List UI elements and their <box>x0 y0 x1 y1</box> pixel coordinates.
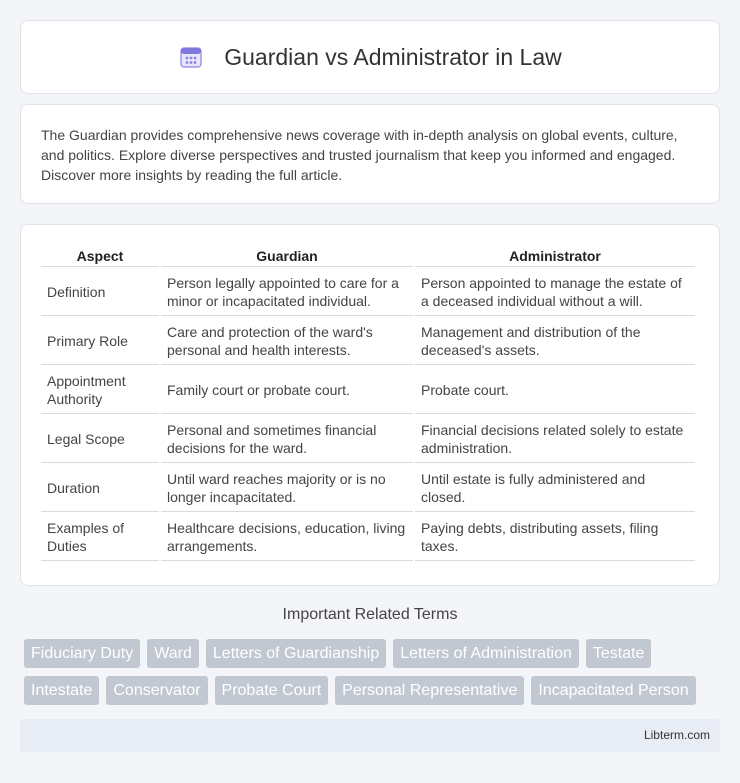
column-header: Guardian <box>161 245 413 267</box>
table-cell: Management and distribution of the deceased's assets. <box>415 318 695 365</box>
tag-probate-court[interactable]: Probate Court <box>215 676 329 705</box>
related-terms-title: Important Related Terms <box>282 606 458 623</box>
table-row <box>41 465 695 512</box>
tag-letters-of-guardianship[interactable]: Letters of Guardianship <box>206 639 386 668</box>
table-row <box>41 416 695 463</box>
comparison-card <box>20 224 720 586</box>
table-cell: Examples of Duties <box>41 514 159 561</box>
comparison-table <box>39 243 697 563</box>
tag-ward[interactable]: Ward <box>147 639 199 668</box>
header-card <box>20 20 720 94</box>
table-row <box>41 269 695 316</box>
tag-incapacitated-person[interactable]: Incapacitated Person <box>531 676 695 705</box>
table-cell: Financial decisions related solely to estate administration. <box>415 416 695 463</box>
table-row <box>41 514 695 561</box>
table-cell: Primary Role <box>41 318 159 365</box>
table-row <box>41 367 695 414</box>
table-cell: Person legally appointed to care for a minor or incapacitated individual. <box>161 269 413 316</box>
footer-site-link[interactable]: Libterm.com <box>643 728 710 742</box>
description-card <box>20 104 720 204</box>
page-title: Guardian vs Administrator in Law <box>224 43 562 70</box>
table-header-row <box>41 245 695 267</box>
calendar-icon <box>178 44 204 70</box>
description-text: The Guardian provides comprehensive news coverage with in-depth analysis on global events, culture, and politics. Explore diverse perspectives and trusted journalism that keep you informed and engaged. Discover more insights by reading the full article. <box>41 127 678 183</box>
table-cell: Care and protection of the ward's personal and health interests. <box>161 318 413 365</box>
table-cell: Healthcare decisions, education, living arrangements. <box>161 514 413 561</box>
tag-conservator[interactable]: Conservator <box>106 676 207 705</box>
column-header: Aspect <box>41 245 159 267</box>
tag-intestate[interactable]: Intestate <box>24 676 99 705</box>
tag-letters-of-administration[interactable]: Letters of Administration <box>393 639 579 668</box>
tag-row <box>24 639 724 668</box>
tag-fiduciary-duty[interactable]: Fiduciary Duty <box>24 639 140 668</box>
column-header: Administrator <box>415 245 695 267</box>
table-cell: Person appointed to manage the estate of a deceased individual without a will. <box>415 269 695 316</box>
tag-testate[interactable]: Testate <box>586 639 652 668</box>
table-row <box>41 318 695 365</box>
table-cell: Paying debts, distributing assets, filing taxes. <box>415 514 695 561</box>
table-cell: Family court or probate court. <box>161 367 413 414</box>
table-cell: Until ward reaches majority or is no longer incapacitated. <box>161 465 413 512</box>
table-cell: Duration <box>41 465 159 512</box>
table-cell: Definition <box>41 269 159 316</box>
table-cell: Appointment Authority <box>41 367 159 414</box>
table-cell: Until estate is fully administered and closed. <box>415 465 695 512</box>
table-cell: Probate court. <box>415 367 695 414</box>
footer <box>20 719 720 752</box>
tag-personal-representative[interactable]: Personal Representative <box>335 676 524 705</box>
table-cell: Legal Scope <box>41 416 159 463</box>
related-terms-list <box>24 639 724 713</box>
tag-row <box>24 676 724 705</box>
table-cell: Personal and sometimes financial decisions for the ward. <box>161 416 413 463</box>
